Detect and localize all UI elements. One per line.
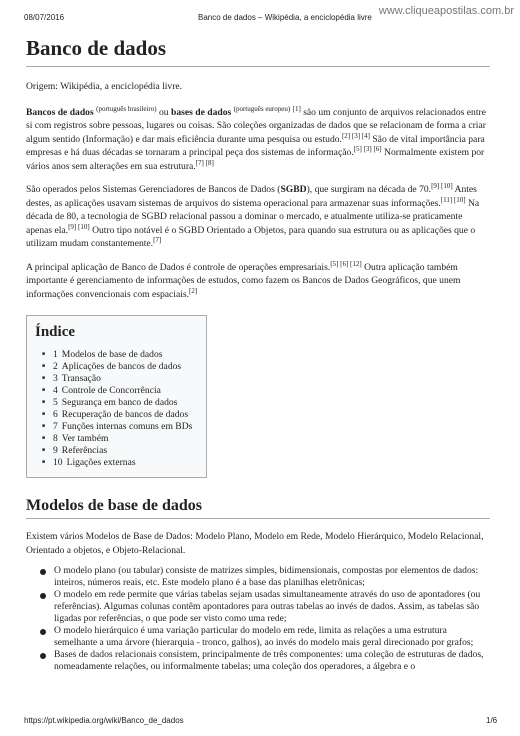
toc-label: Ver também — [61, 433, 109, 444]
origin-line: Origem: Wikipédia, a enciclopédia livre. — [26, 81, 183, 92]
toc-label: Funções internas comuns em BDs — [61, 421, 193, 432]
toc-item[interactable] — [53, 349, 192, 361]
toc-label: Transação — [61, 373, 101, 384]
text-run: ), que surgiram na década de 70. — [306, 184, 432, 195]
print-page-title: Banco de dados – Wikipédia, a enciclopédia livre — [198, 13, 372, 22]
toc-list — [35, 349, 192, 469]
text-run: São operados pelos Sistemas Gerenciadores de Bancos de Dados ( — [26, 184, 281, 195]
list-item: Bases de dados relacionais consistem, principalmente de três componentes: uma coleção de estruturas de dados, nomeadamente relações, ou informalmente tabelas; uma coleção dos operadores, a álgebra e o — [54, 649, 490, 673]
toc-item[interactable] — [53, 397, 192, 409]
ref-link[interactable]: [5] [6] [12] — [330, 259, 362, 268]
text-or: ou — [156, 106, 171, 118]
toc-label: Modelos de base de dados — [61, 349, 163, 360]
toc-number: 8 — [53, 433, 58, 444]
text-run: A principal aplicação de Banco de Dados é controle de operações empresariais. — [26, 261, 331, 273]
note-european[interactable]: (português europeu) — [233, 104, 291, 113]
toc-item[interactable] — [53, 361, 192, 373]
ref-link[interactable]: [2] [3] [4] — [341, 131, 370, 140]
toc-label: Ligações externas — [66, 457, 136, 468]
list-item: O modelo hierárquico é uma variação particular do modelo em rede, limita as relações a uma estrutura semelhante a uma árvore (hierarquia - tronco, galhos), ao invés do modelo mais geral direcionado por grafos; — [54, 625, 490, 649]
ref-link[interactable]: [9] [10] — [431, 181, 453, 190]
ref-link[interactable]: [11] [10] — [440, 195, 466, 204]
toc-item[interactable] — [53, 385, 192, 397]
term-brazilian: Bancos de dados — [26, 106, 94, 118]
toc-number: 2 — [53, 361, 58, 372]
term-european: bases de dados — [170, 106, 232, 118]
print-page-number: 1/6 — [486, 716, 498, 725]
toc-label: Segurança em banco de dados — [61, 397, 178, 408]
ref-link[interactable]: [5] [3] [6] — [353, 144, 382, 153]
table-of-contents — [26, 315, 207, 478]
toc-title: Índice — [35, 324, 76, 340]
models-list — [26, 565, 490, 673]
ref-link[interactable]: [7] — [153, 235, 162, 244]
toc-number: 6 — [53, 409, 58, 420]
toc-item[interactable] — [53, 445, 192, 457]
toc-number: 9 — [53, 445, 58, 456]
section-intro: Existem vários Modelos de Base de Dados: Modelo Plano, Modelo em Rede, Modelo Hierárquico, Modelo Relacional, Orientado a objetos, e Objeto-Relacional. — [26, 531, 484, 556]
print-url: https://pt.wikipedia.org/wiki/Banco_de_dados — [24, 716, 184, 725]
intro-paragraph-1 — [26, 106, 490, 174]
text-run: Outro tipo notável é o SGBD Orientado a Objetos, para quando sua estrutura ou as aplicações que o utilizam mudam constantemente. — [26, 224, 476, 249]
toc-item[interactable] — [53, 433, 192, 445]
list-item: O modelo plano (ou tabular) consiste de matrizes simples, bidimensionais, compostas por elementos de dados: inteiros, números reais, etc. Este modelo plano é a base das planilhas eletrônicas; — [54, 565, 490, 589]
print-date: 08/07/2016 — [24, 13, 65, 22]
text-run: Antes destes, as aplicações usavam sistemas de arquivos do sistema operacional para armazenar suas informações. — [26, 184, 477, 209]
toc-number: 5 — [53, 397, 58, 408]
toc-label: Controle de Concorrência — [61, 385, 161, 396]
intro-paragraph-2 — [26, 183, 490, 251]
toc-label: Aplicações de bancos de dados — [61, 361, 182, 372]
sgbd-term: SGBD — [280, 184, 307, 195]
toc-number: 4 — [53, 385, 58, 396]
page-title: Banco de dados — [26, 36, 490, 67]
section-heading: Modelos de base de dados — [26, 497, 490, 519]
watermark: www.cliqueapostilas.com.br — [378, 5, 514, 17]
intro-paragraph-3 — [26, 261, 490, 302]
toc-item[interactable] — [53, 421, 192, 433]
toc-label: Referências — [61, 445, 108, 456]
text-run: Outra aplicação também importante é gerenciamento de informações de estudos, como fazem os Bancos de Dados Geográficos, que unem informações convencionais com espaciais. — [26, 261, 461, 300]
text-run: Normalmente existem por vários anos sem alterações em sua estrutura. — [26, 147, 485, 172]
toc-number: 7 — [53, 421, 58, 432]
text-run: Na década de 80, a tecnologia de SGBD relacional passou a dominar o mercado, e atualmente utiliza-se praticamente apenas ela. — [26, 197, 480, 236]
toc-label: Recuperação de bancos de dados — [61, 409, 189, 420]
text-run: são um conjunto de arquivos relacionados entre si com registros sobre pessoas, lugares ou coisas. São coleções organizadas de dados que se relacionam de forma a criar algum sentido (Informação) e dar mais eficiência durante uma pesquisa ou estudo. — [26, 106, 486, 145]
section-models — [26, 497, 490, 673]
toc-number: 10 — [53, 457, 63, 468]
note-brazilian[interactable]: (português brasileiro) — [96, 104, 157, 113]
list-item: O modelo em rede permite que várias tabelas sejam usadas simultaneamente através do uso de apontadores (ou referências). Algumas colunas contêm apontadores para outras tabelas ao invés de dados. Assim, as tabelas são ligadas por referências, o que pode ser visto como uma rede; — [54, 589, 490, 625]
ref-link[interactable]: [1] — [292, 104, 301, 113]
toc-number: 1 — [53, 349, 58, 360]
ref-link[interactable]: [2] — [189, 286, 198, 295]
article-content — [26, 36, 490, 673]
toc-item[interactable] — [53, 457, 192, 469]
toc-item[interactable] — [53, 409, 192, 421]
text-run: São de vital importância para empresas e há duas décadas se tornaram a principal peça dos sistemas de informação. — [26, 133, 485, 158]
toc-item[interactable] — [53, 373, 192, 385]
ref-link[interactable]: [9] [10] — [68, 222, 90, 231]
toc-number: 3 — [53, 373, 58, 384]
ref-link[interactable]: [7] [8] — [195, 158, 214, 167]
